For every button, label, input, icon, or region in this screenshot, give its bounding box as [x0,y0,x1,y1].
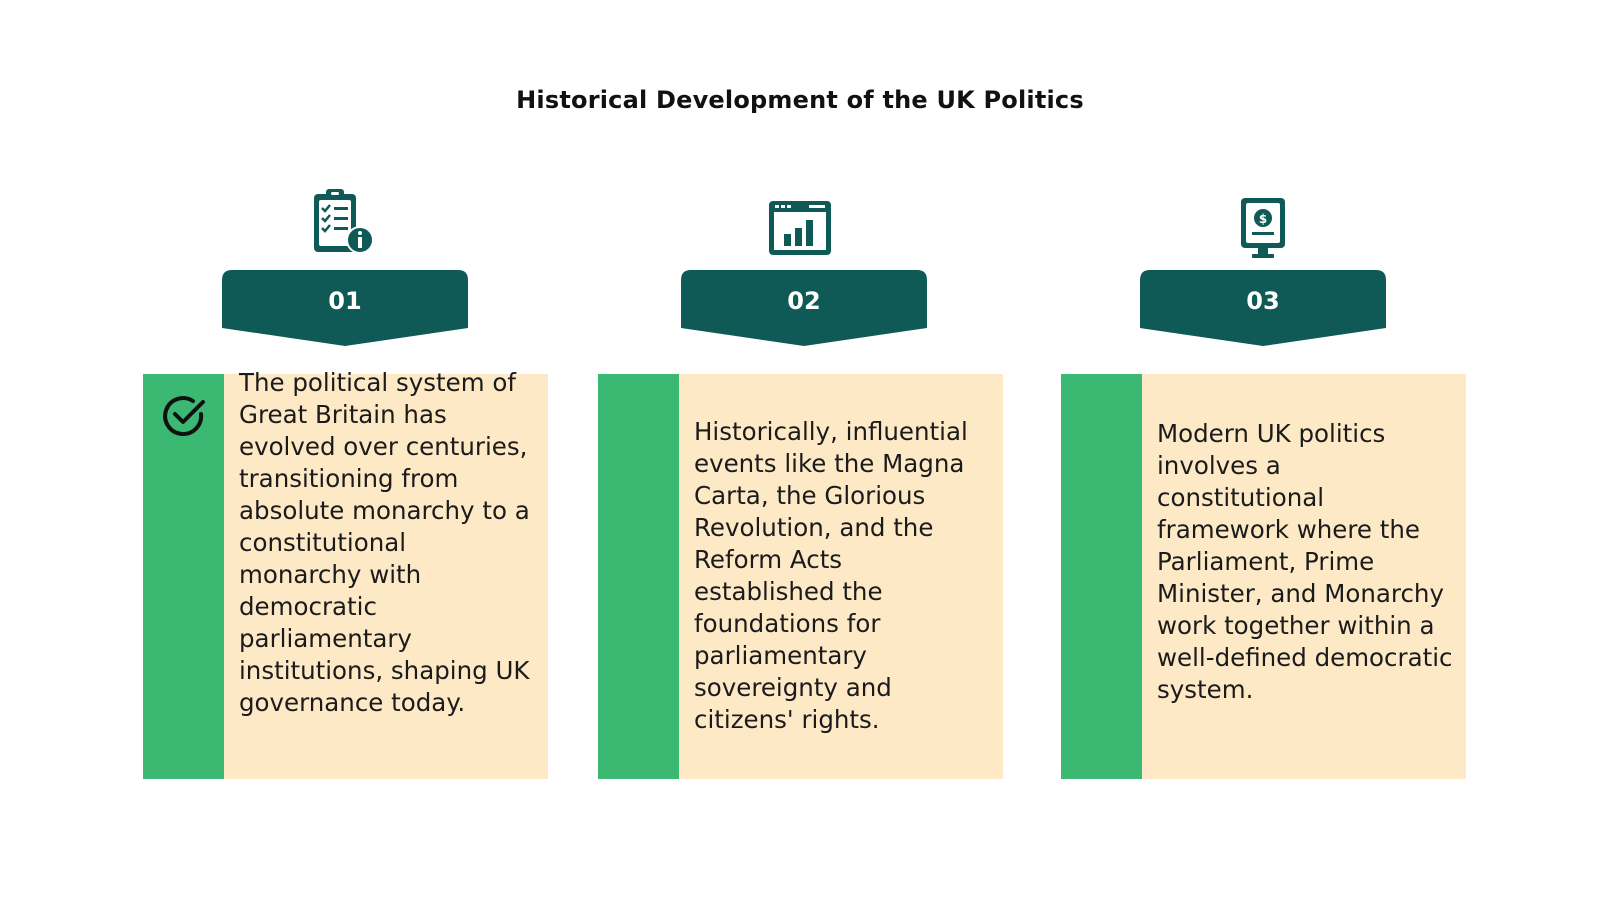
svg-text:$: $ [1258,212,1268,226]
step-card-03 [1061,374,1466,779]
card-accent-stripe [598,374,679,779]
step-card-02 [598,374,1003,779]
step-badge-03 [1140,270,1386,350]
monitor-dollar-icon [1236,196,1306,266]
step-number: 03 [1246,287,1280,315]
card-accent-stripe [143,374,224,779]
step-description: Modern UK politics involves a constitutional framework where the Parliament, Prime Minister, and Monarchy work together within a well-defined democratic system. [1157,419,1453,704]
step-number: 02 [787,287,821,315]
step-badge-01 [222,270,468,350]
browser-bar-chart-icon [767,195,837,265]
page-title: Historical Development of the UK Politics [516,86,1084,114]
card-accent-stripe [1061,374,1142,779]
step-number: 01 [328,287,362,315]
step-card-01 [143,368,548,779]
check-circle-icon [161,392,209,440]
clipboard-checklist-info-icon [310,188,380,258]
step-description: Historically, influential events like the Magna Carta, the Glorious Revolution, and the Reform Acts established the foundations for parliamentary sovereignty and citizens' rights. [694,417,968,734]
step-badge-02 [681,270,927,350]
step-description: The political system of Great Britain has evolved over centuries, transitioning from absolute monarchy to a constitutional monarchy with democratic parliamentary institutions, shaping UK governance today. [239,368,530,717]
